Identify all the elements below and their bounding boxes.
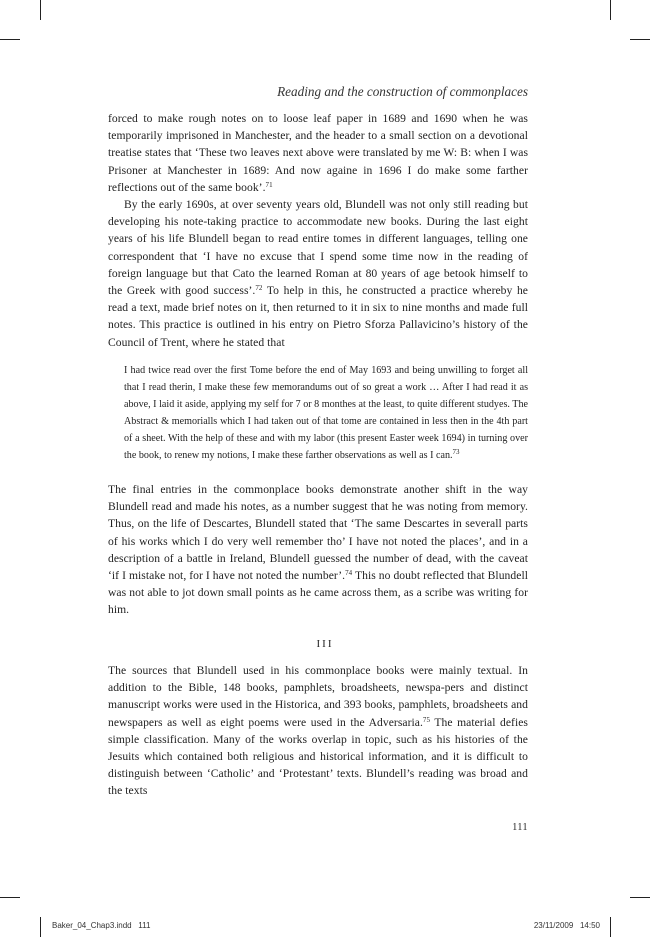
paragraph-2 bbox=[108, 196, 528, 351]
running-head: Reading and the construction of commonplaces bbox=[277, 84, 528, 99]
crop-mark-bottom-left-h bbox=[0, 897, 20, 898]
block-quote-text bbox=[124, 363, 528, 464]
crop-mark-top-right-v bbox=[610, 0, 611, 20]
slug-file: Baker_04_Chap3.indd 111 bbox=[52, 921, 151, 930]
footnote-ref-71: 71 bbox=[265, 180, 273, 189]
paragraph-4-text-b: The material defies simple classification. Many of the works overlap in topic, such as his histories of the Jesuits which contained both religious and historical information, and it is difficult to distinguish between ‘Catholic’ and ‘Protestant’ texts. Blundell’s reading was broad and the texts bbox=[108, 715, 528, 798]
paragraph-3-text-a: The final entries in the commonplace books demonstrate another shift in the way Blundell read and made his notes, as a number suggest that he was noting from memory. Thus, on the life of Descartes, Blundell stated that ‘The same Descartes in severall parts of his works which I do very well remember tho’ I have not noted the places’, and in a description of a battle in Ireland, Blundell guessed the number of dead, with the caveat ‘if I mistake not, for I have not noted the number’. bbox=[108, 483, 528, 583]
paragraph-2-text-b: To help in this, he constructed a practice whereby he read a text, made brief notes on it, then returned to it in six to nine months and made full notes. This practice is outlined in his entry on Pietro Sforza Pallavicino’s history of the Council of Trent, where he stated that bbox=[108, 284, 528, 349]
footnote-ref-73: 73 bbox=[452, 447, 460, 456]
paragraph-1-text: forced to make rough notes on to loose leaf paper in 1689 and 1690 when he was temporarily imprisoned in Manchester, and the header to a small section on a devotional treatise states that ‘These two leaves next above were translated by me W: B: when I was Prisoner at Manchester in 1689: And now againe in 1696 I do make some farther reflections out of the same book’. bbox=[108, 112, 528, 194]
crop-mark-bottom-left-v bbox=[40, 917, 41, 937]
section-number: III bbox=[316, 638, 334, 650]
body-text-upper bbox=[108, 110, 528, 351]
footnote-ref-72: 72 bbox=[255, 284, 263, 293]
block-quote bbox=[108, 363, 528, 464]
footnote-ref-74: 74 bbox=[345, 569, 353, 578]
body-text-lower bbox=[108, 662, 528, 800]
page-number: 111 bbox=[512, 822, 528, 833]
paragraph-2-text-a: By the early 1690s, at over seventy years old, Blundell was not only still reading but developing his note-taking practice to accommodate new books. During the last eight years of his life Blundell began to read entire tomes in different languages, telling one correspondent that ‘I have no excuse that I spend some time now in the reading of foreign language but that Cato the learned Roman at 80 years of age betook himself to the Greek with good success’. bbox=[108, 198, 528, 298]
crop-mark-top-right-h bbox=[630, 39, 650, 40]
crop-mark-top-left-h bbox=[0, 39, 20, 40]
slug-datetime: 23/11/2009 14:50 bbox=[533, 921, 600, 930]
paragraph-4 bbox=[108, 662, 528, 800]
footnote-ref-75: 75 bbox=[422, 715, 431, 724]
paragraph-3 bbox=[108, 481, 528, 619]
paragraph-4-text-a: The sources that Blundell used in his commonplace books were mainly textual. In addition to the Bible, 148 books, pamphlets, broadsheets, newspa-pers and distinct manuscript works were used in the Historica, and 393 books, pamphlets, broadsheets and newspapers as well as eight poems were used in the Adversaria. bbox=[108, 664, 528, 729]
crop-mark-bottom-right-h bbox=[630, 897, 650, 898]
paragraph-1 bbox=[108, 110, 528, 196]
body-text-middle bbox=[108, 481, 528, 619]
crop-mark-top-left-v bbox=[40, 0, 41, 20]
quote-text: I had twice read over the first Tome before the end of May 1693 and being unwilling to forget all that I read therin, I make these few memorandums out of so great a work … After I had read it as above, I laid it aside, applying my self for 7 or 8 monthes at the least, to quite different studyes. The Abstract & memorialls which I had taken out of that tome are contained in less then in the 4th part of a sheet. With the help of these and with my labor (this present Easter week 1694) in turning over the book, to renew my notions, I make these farther observations as well as I can. bbox=[124, 365, 528, 461]
paragraph-3-text-b: This no doubt reflected that Blundell was not able to jot down small points as he came across them, as a scribe was writing for him. bbox=[108, 569, 528, 617]
crop-mark-bottom-right-v bbox=[610, 917, 611, 937]
